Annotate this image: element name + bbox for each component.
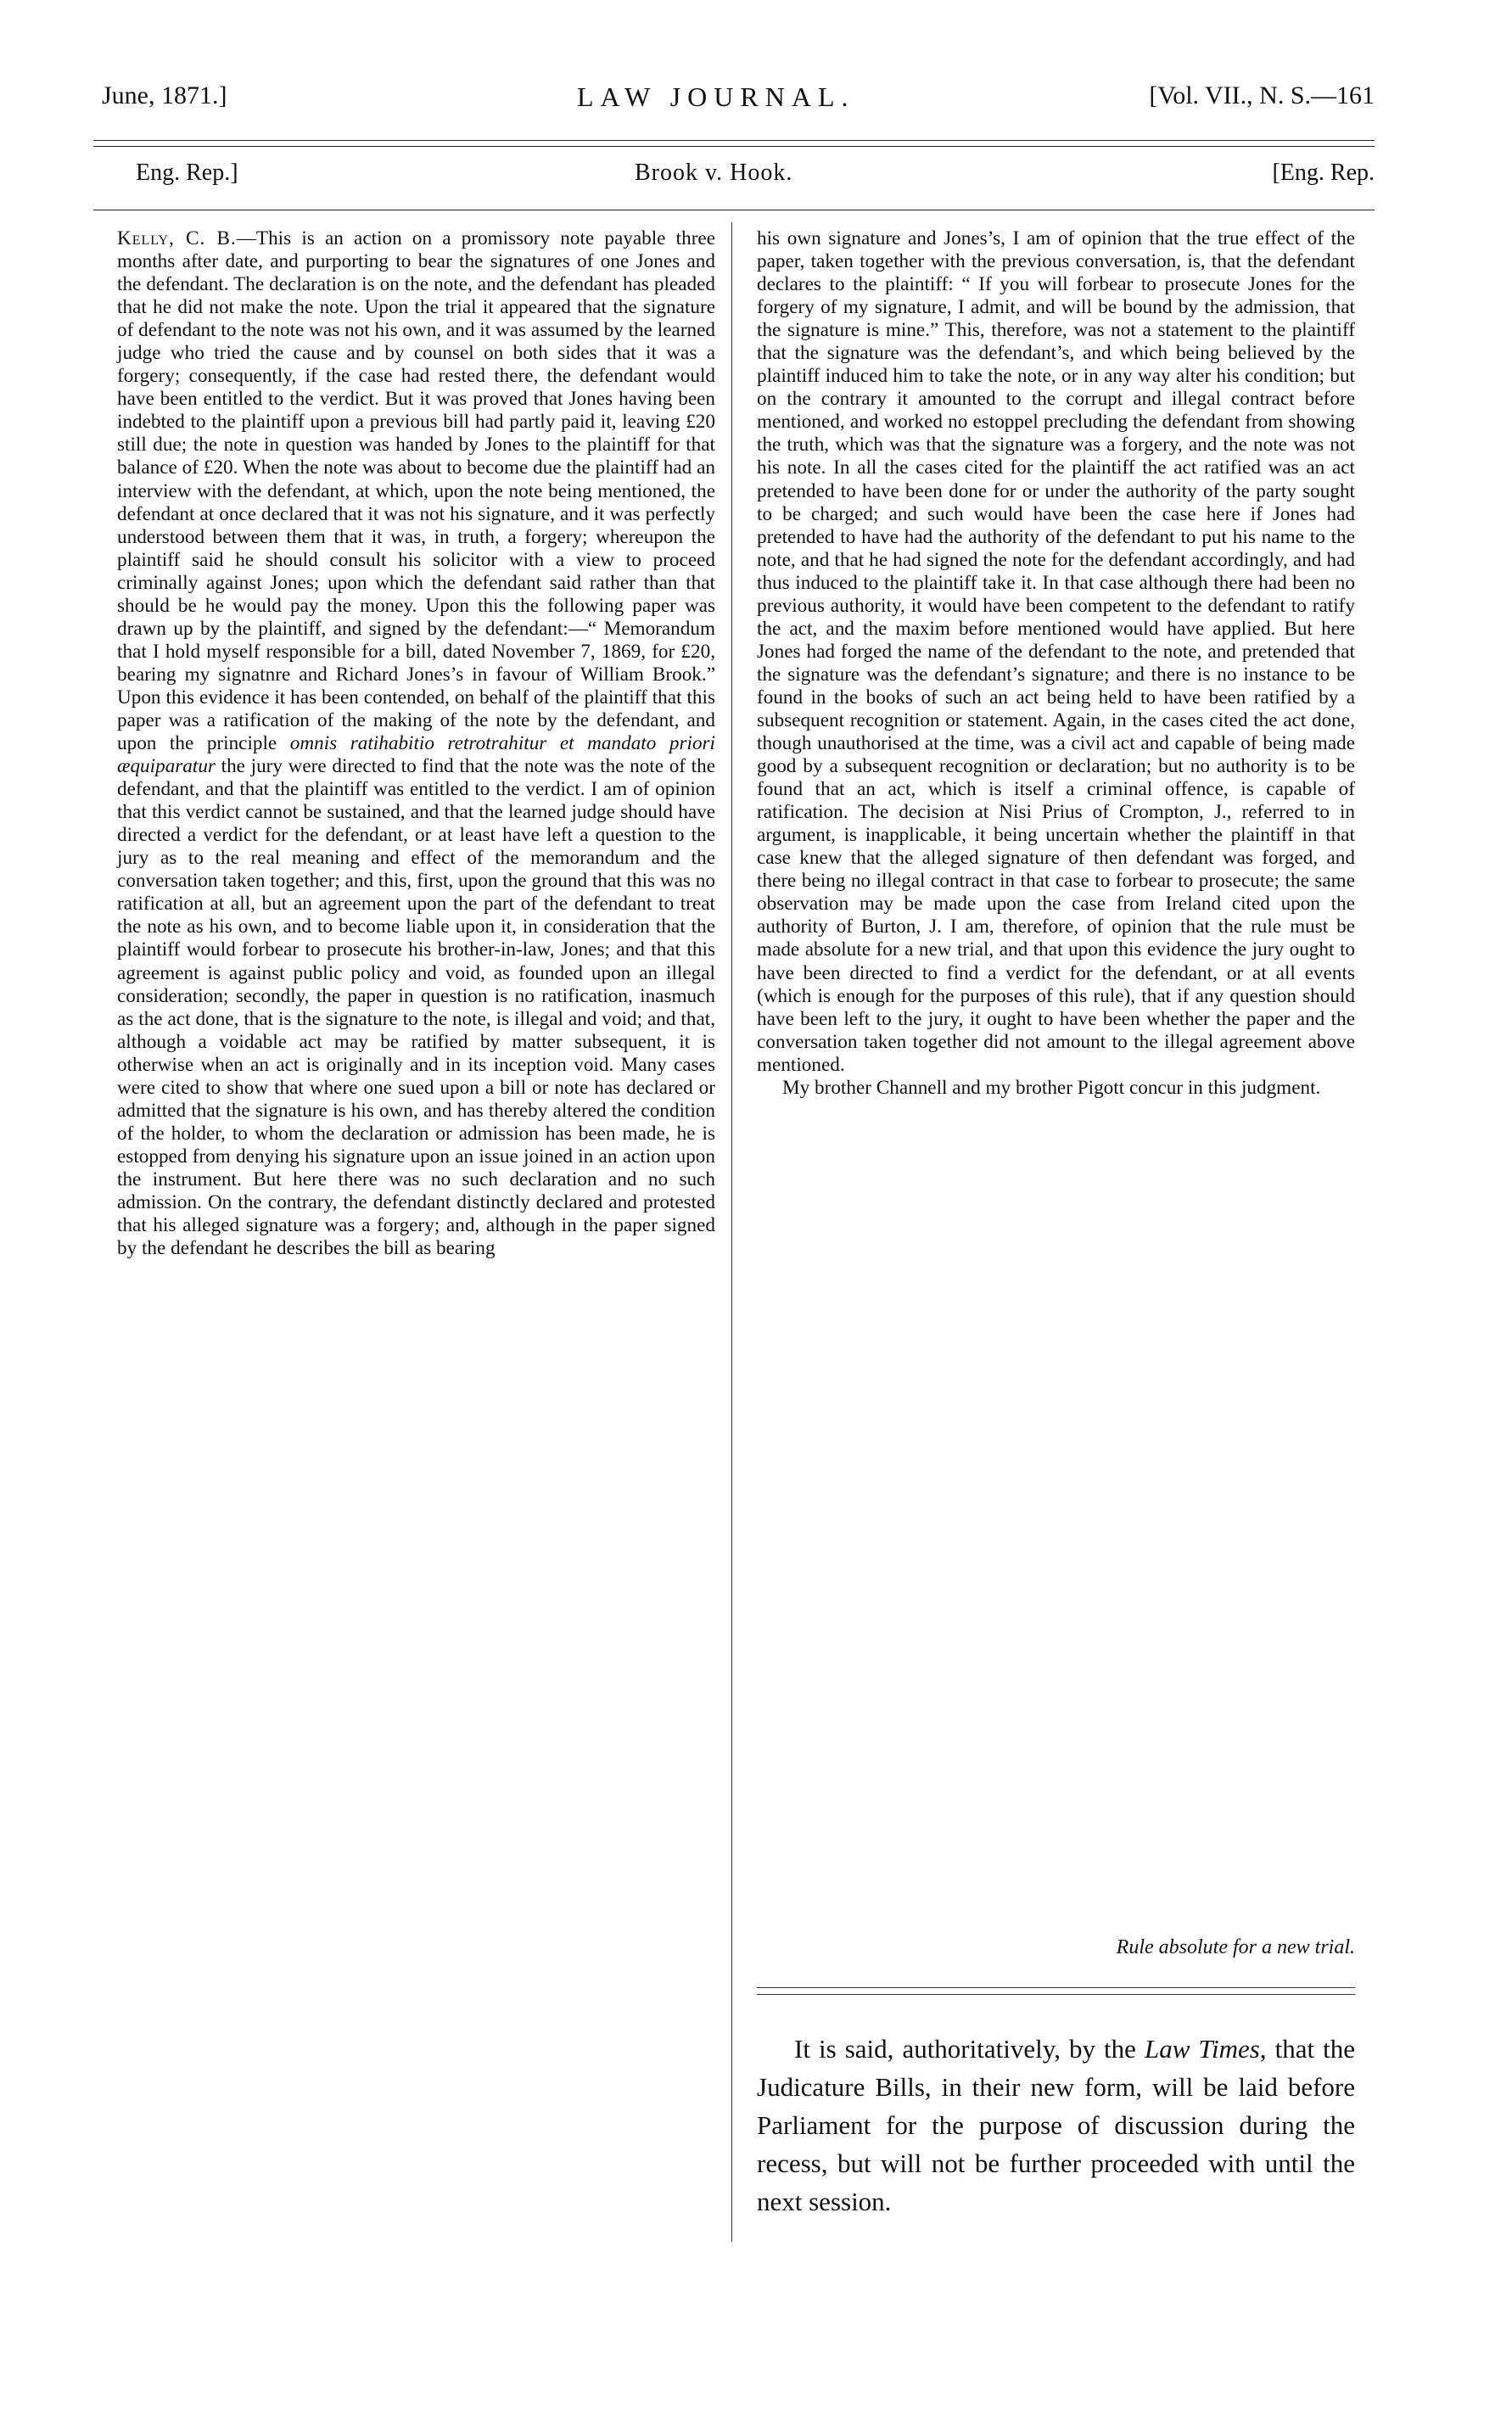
left-column xyxy=(117,227,715,1260)
judgment-paragraph-continued: his own signature and Jones’s, I am of opinion that the true effect of the paper, taken together with the previous conversation, is, that the defendant declares to the plaintiff: “ If you will forbear to prosecute Jones for the forgery of my signature, I admit, and will be bound by the admission, that the signature is mine.” This, therefore, was not a statement to the plaintiff that the signature was the defendant’s, and which being believed by the plaintiff induced him to take the note, or in any way alter his condition; but on the contrary it amounted to the corrupt and illegal contract before mentioned, and worked no estoppel precluding the defendant from showing the truth, which was that the signature was a forgery, and the note was not his note. In all the cases cited for the plaintiff the act ratified was an act pretended to have been done for or under the authority of the party sought to be charged; and such would have been the case here if Jones had pretended to have had the authority of the defendant to put his name to the note, and that he had signed the note for the defendant accordingly, and had thus induced to the plaintiff take it. In that case although there had been no previous authority, it would have been competent to the defendant to ratify the act, and the maxim before mentioned would have applied. But here Jones had forged the name of the defendant to the note, and pretended that the signature was the defendant’s signature; and there is no instance to be found in the books of such an act being held to have been ratified by a subsequent recognition or statement. Again, in the cases cited the act done, though unauthorised at the time, was a civil act and capable of being made good by a subsequent recognition or declaration; but no authority is to be found that an act, which is itself a criminal offence, is capable of ratification. The decision at Nisi Prius of Crompton, J., referred to in argument, is inapplicable, it being uncertain whether the plaintiff in that case knew that the alleged signature of then defendant was forged, and there being no illegal contract in that case to forbear to prosecute; the same observation may be made upon the case from Ireland cited upon the authority of Burton, J. I am, therefore, of opinion that the rule must be made absolute for a new trial, and that upon this evidence the jury ought to have been directed to find a verdict for the defendant, or at all events (which is enough for the purposes of this rule), that if any question should have been left to the jury, it ought to have been whether the paper and the conversation taken together did not amount to the illegal agreement above mentioned. xyxy=(757,227,1355,1076)
case-title: Brook v. Hook. xyxy=(635,160,793,186)
rule-outcome: Rule absolute for a new trial. xyxy=(1116,1936,1355,1958)
running-head-title: LAW JOURNAL. xyxy=(577,81,855,112)
news-note-paragraph: It is said, authoritatively, by the Law Times, that the Judicature Bills, in their new form, will be laid before Parliament for the purpose of discussion during the recess, but will not be further proceeded with until the next session. xyxy=(757,2034,1355,2216)
header-double-rule xyxy=(93,140,1375,147)
publication-name: Law Times xyxy=(1144,2034,1260,2064)
case-head xyxy=(102,160,1375,197)
section-rule-top xyxy=(757,1987,1355,1988)
running-head-volume-page: [Vol. VII., N. S.—161 xyxy=(1149,81,1375,109)
right-column xyxy=(757,227,1355,1100)
judgment-paragraph xyxy=(117,227,715,1260)
running-head-date: June, 1871.] xyxy=(102,81,227,109)
judgment-text: —This is an action on a promissory note payable three months after date, and purporting to bear the signatures of one Jones and the defendant. The declaration is on the note, and the defendant has pleaded that he did not make the note. Upon the trial it appeared that the signature of defendant to the note was not his own, and it was assumed by the learned judge who tried the cause and by counsel on both sides that it was a forgery; consequently, if the case had rested there, the defendant would have been entitled to the verdict. But it was proved that Jones having been indebted to the plaintiff upon a previous bill had partly paid it, leaving £20 still due; the note in question was handed by Jones to the plaintiff for that balance of £20. When the note was about to become due the plaintiff had an interview with the defendant, at which, upon the note being mentioned, the defendant at once declared that it was not his signature, and it was perfectly understood between them that it was, in truth, a forgery; whereupon the plaintiff said he should consult his solicitor with a view to proceed criminally against Jones; upon which the defendant said rather than that should be he would pay the money. Upon this the following paper was drawn up by the plaintiff, and signed by the defendant:—“ Memorandum that I hold myself responsible for a bill, dated November 7, 1869, for £20, bearing my signatnre and Richard Jones’s in favour of William Brook.” Upon this evidence it has been contended, on behalf of the plaintiff that this paper was a ratification of the making of the note by the defendant, and upon the principle xyxy=(117,227,715,755)
latin-maxim: omnis ratihabitio retrotrahitur et mandato priori æquiparatur xyxy=(117,732,716,778)
news-note xyxy=(757,2030,1355,2221)
case-head-left: Eng. Rep.] xyxy=(136,160,238,186)
concurrence-paragraph: My brother Channell and my brother Pigott concur in this judgment. xyxy=(782,1076,1321,1099)
running-head xyxy=(102,81,1375,124)
judge-name: Kelly, C. B. xyxy=(117,227,237,249)
column-divider xyxy=(731,222,732,2242)
judgment-text-continued: the jury were directed to find that the note was the note of the defendant, and that the plaintiff was entitled to the verdict. I am of opinion that this verdict cannot be sustained, and that the learned judge should have directed a verdict for the defendant, or at least have left a question to the jury as to the real meaning and effect of the memorandum and the conversation taken together; and this, first, upon the ground that this was no ratification at all, but an agreement upon the part of the defendant to treat the note as his own, and to become liable upon it, in consideration that the plaintiff would forbear to prosecute his brother-in-law, Jones; and that this agreement is against public policy and void, as founded upon an illegal consideration; secondly, the paper in question is no ratification, inasmuch as the act done, that is the signature to the note, is illegal and void; and that, although a voidable act may be ratified by matter subsequent, it is otherwise when an act is originally and in its inception void. Many cases were cited to show that where one sued upon a bill or note has declared or admitted that the signature is his own, and has thereby altered the condition of the holder, to whom the declaration or admission has been made, he is estopped from denying his signature upon an issue joined in an action upon the instrument. But here there was no such declaration and no such admission. On the contrary, the defendant distinctly declared and protested that his alleged signature was a forgery; and, although in the paper signed by the defendant he describes the bill as bearing xyxy=(117,755,716,1260)
section-rule-bottom xyxy=(757,1994,1355,1995)
case-head-right: [Eng. Rep. xyxy=(1272,160,1375,186)
